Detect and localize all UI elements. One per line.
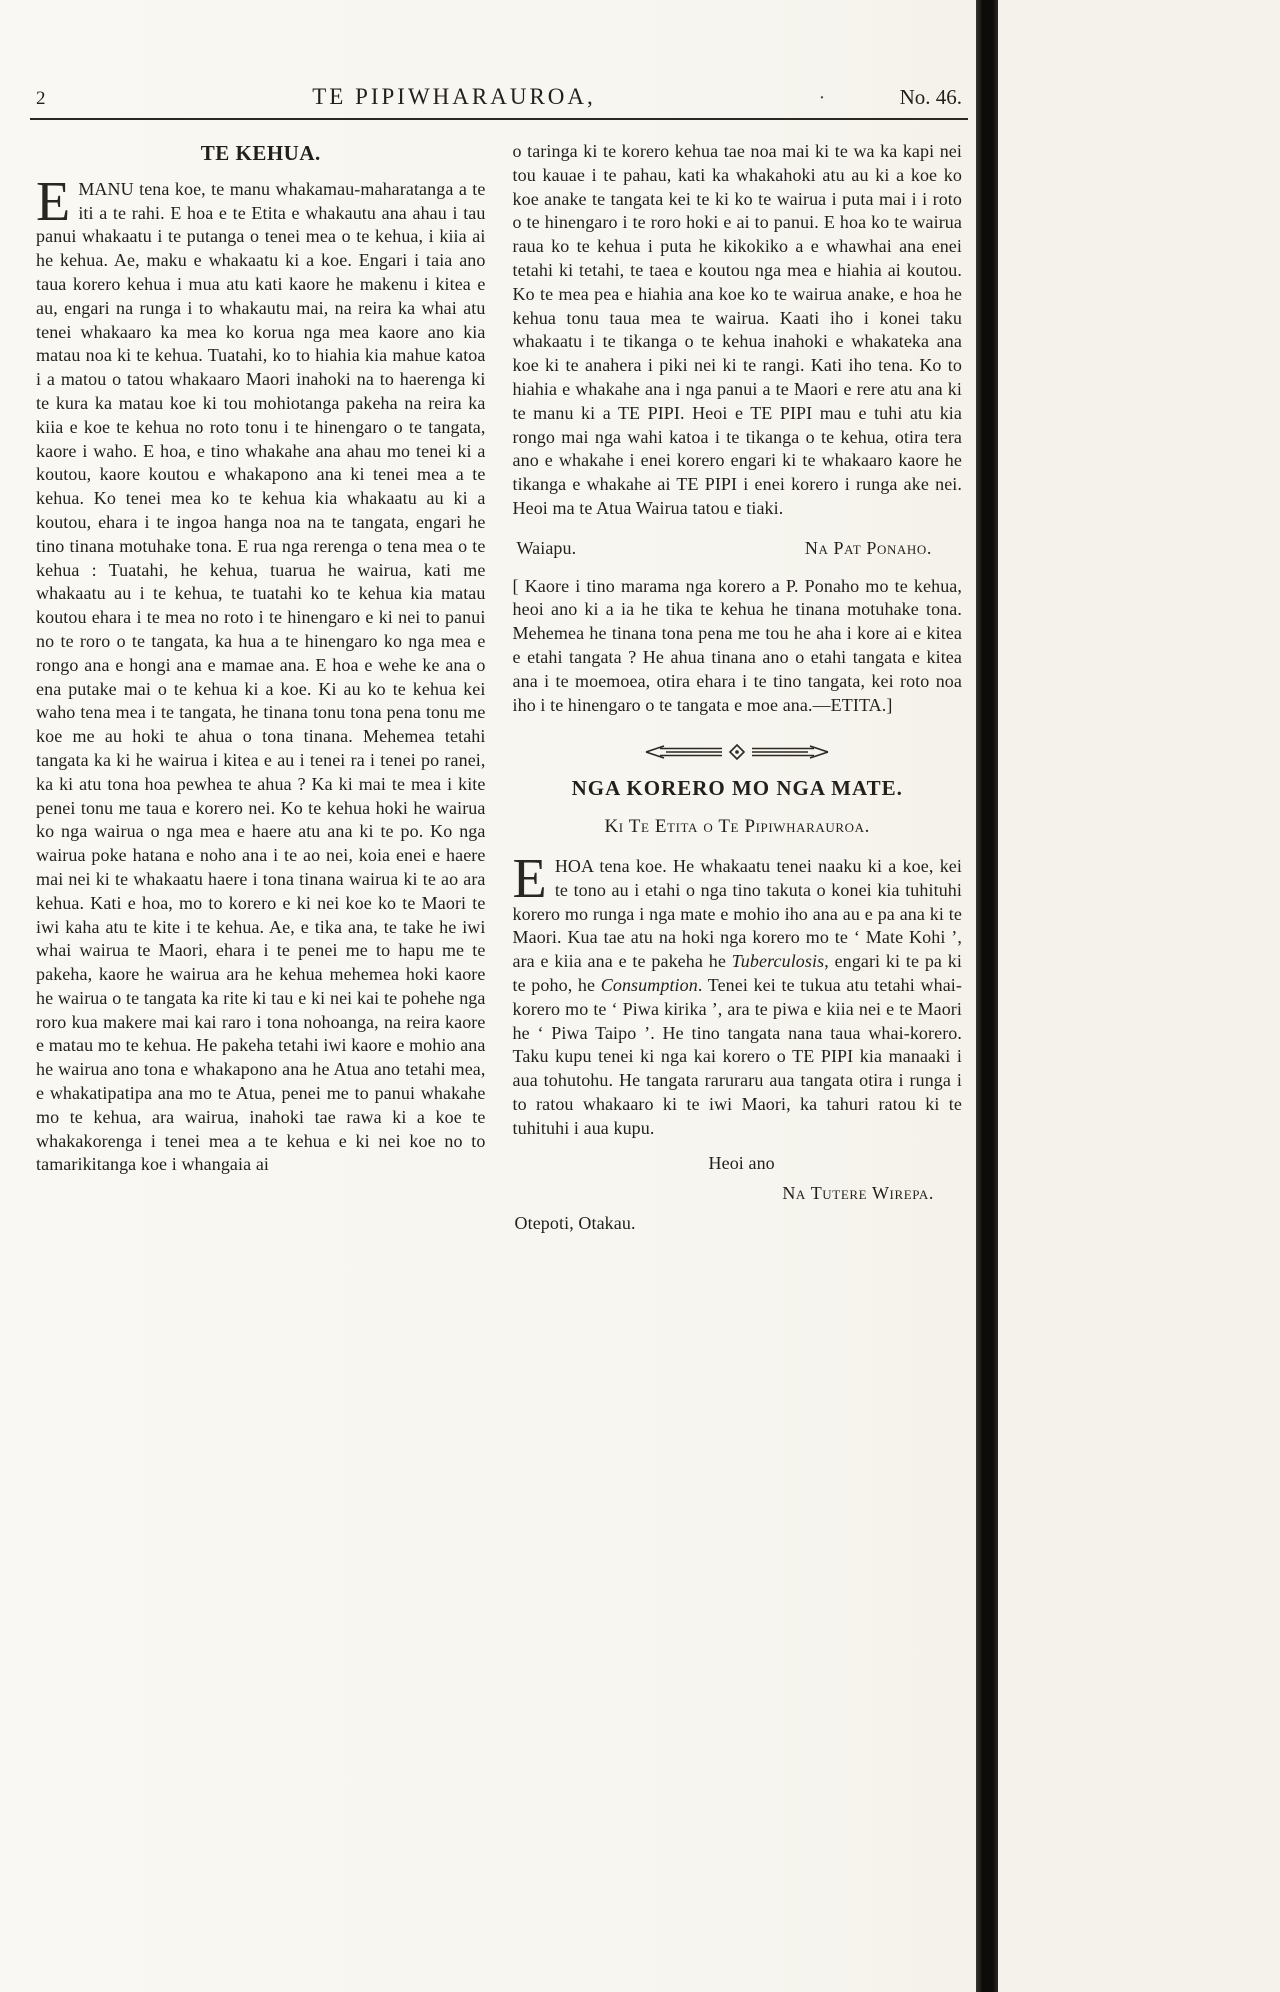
divider-ornament-icon <box>642 743 832 761</box>
masthead-title: TE PIPIWHARAUROA, <box>312 84 596 109</box>
signature-author: Na Pat Ponaho. <box>804 537 932 558</box>
scan-right-margin <box>998 0 1280 1992</box>
scan-edge-bar <box>976 0 998 1992</box>
article-mate-salutation: Ki Te Etita o Te Pipiwharauroa. <box>604 816 870 838</box>
article-mate-italic-tuberculosis: Tuberculosis <box>731 951 825 972</box>
article-title-kehua: TE KEHUA. <box>200 141 321 165</box>
dropcap-e: E <box>36 170 71 233</box>
section-divider <box>513 743 963 761</box>
article-kehua-body-right: o taringa ki te korero kehua tae noa mai ki te wa ka kapi nei tou kauae i te pahau, kati ka whakahoki atu au ki a koe ko koe anake te tangata kei te ki ko te wairua i puta mai i i roto o te hinengaro i te roro hoki e ai to panui. E hoa ko te wairua raua ko te kehua i puta he kikokiko a e whawhai ana enei tetahi ki tetahi, te taea e koutou nga mea e hiahia ai koutou. Ko te mea pea e hiahia ana koe ko te wairua anake, e hoa he kehua tonu taua mea te wairua. Kaati iho i konei taku whakaatu i te tikanga o te kehua inahoki e whakateka ana koe ki te anahera i piki nei ki te rangi. Kati iho tena. Ko to hiahia e whakahe ana i nga panui a te Maori e rere atu ana ki te manu ki a TE PIPI. Heoi e TE PIPI mau e tuhi atu kia rongo mai nga wahi katoa i te tikanga o te kehua, otira tera ano e whakahe i enei korero engari ki te whakaaro kaore he tikanga e whakahe ai TE PIPI i enei korero i runga ake nei. Heoi ma te Atua Wairua tatou e tiaki. <box>512 141 962 518</box>
closing-heoi-ano: Heoi ano <box>708 1153 775 1174</box>
article-mate-seg5: . Tenei kei te tukua atu tetahi whai-korero mo te ‘ Piwa kirika ’, ara te piwa e kiia nei e te Maori he ‘ Piwa Taipo ’. He tino tangata nana taua whai-korero. Taku kupu tenei ki nga kai korero o TE PIPI kia manaaki i aua tohutohu. He tangata raruraru aua tangata otira i runga i to ratou whakaaro ki te iwi Maori, ka tahuri ratou ki te tuhituhi i aua kupu. <box>512 974 962 1138</box>
closing-signature: Na Tutere Wirepa. <box>782 1183 934 1204</box>
page-number: 2 <box>36 88 46 109</box>
page-header <box>28 84 970 112</box>
closing-place: Otepoti, Otakau. <box>514 1213 636 1234</box>
editor-note: [ Kaore i tino marama nga korero a P. Ponaho mo te kehua, heoi ano ki a ia he tika te kehua he tinana motuhake tona. Mehemea he tinana tona pena me tou he aha i kore ai e kitea e etahi tangata ? He ahua tinana ano o etahi tangata e kitea ana i te moemoea, otira ehara i te tino tangata, kei roto noa iho i te hinengaro o te tangata e moe ana.—ETITA.] <box>512 575 962 715</box>
article-kehua-body-left <box>36 170 486 1177</box>
header-dot: · <box>818 87 826 109</box>
page-content <box>28 84 970 1236</box>
article-mate-body <box>512 847 963 1141</box>
right-column <box>513 140 963 1236</box>
header-rule <box>30 118 968 120</box>
left-column <box>36 140 486 1236</box>
issue-number: No. 46. <box>899 85 962 109</box>
columns <box>28 140 970 1236</box>
article-mate-seg3: , engari ki te pa ki te poho, he <box>512 951 962 995</box>
signature-place: Waiapu. <box>516 537 577 558</box>
article-mate-seg1: HOA tena koe. He whakaatu tenei naaku ki a koe, kei te tono au i etahi o nga tino takuta o konei kia tuhituhi korero mo runga i nga mate e mohio iho ana au e pa ana ki te Maori. Kua tae atu na hoki nga korero mo te ‘ Mate Kohi ’, ara e kiia ana e te pakeha he <box>512 855 962 972</box>
article-title-mate: NGA KORERO MO NGA MATE. <box>571 776 903 801</box>
article-mate-italic-consumption: Consumption <box>600 974 698 995</box>
dropcap-e-2: E <box>512 847 547 910</box>
article-kehua-text-left: MANU tena koe, te manu whakamau-maharatanga a te iti a te rahi. E hoa e te Etita e whakautu ana ahau i tau panui whakaatu i te putanga o tenei mea o te kehua, i kiia ai he kehua. Ae, maku e whakaatu ki a koe. Engari i taia ano taua korero kehua i mua atu kati kaore he makenu i kitea e au, engari na runga i to whakautu mai, na reira ka whai atu tenei whakaaro ka mea ko korua nga mea kaore ano kia matau noa ki te kehua. Tuatahi, ko to hiahia kia mahue katoa i a matou o tatou whakaaro Maori inahoki na to haerenga ki te kura ka matau koe ki tou mohiotanga pakeha na reira ka kiia e koe te kehua no roto tonu i te hinengaro o te tangata, kaore i waho. E hoa, e tino whakahe ana ahau mo tenei ki a koutou, kaore koutou e whakapono ana ki tenei mea a te kehua. Ko tenei mea ko te kehua kia whakaatu au ki a koutou, ehara i te ingoa hanga noa na te tangata, engari he tino tinana motuhake tona. E rua nga rerenga o tena mea o te kehua : Tuatahi, he kehua, tuarua he wairua, kati me whakaatu au i te kehua, te tuatahi ko te kehua kia matau koutou ehara i te mea no roto i te hinengaro e ki nei to panui no te roro o te tangata, ka hua a te hinengaro ko nga mea e rongo ana e hongi ana e mamae ana. E hoa e wehe ke ana o ena putake mai o te kehua ki a koe. Ki au ko te kehua kei waho tena mea i te tangata, he tinana tonu tona pena tonu me koe me au hoki te ahua o tona tinana. Mehemea tetahi tangata ka ki he wairua i kitea e au i tenei ra i tenei po ranei, ka ki atu tona hoa pewhea te ahua ? Ka ki mai te mea i kite penei tonu me taua e korero nei. Ko te kehua hoki he wairua ko nga wairua o nga mea e haere atu ana ki te po. Ko nga wairua poke hatana e noho ana i te ao nei, koia enei e haere mai nei ki te whakaatu haere i tona tinana wairua ki te ao ara kehua. Kati e hoa, mo to korero e ki nei koe ko te Maori te iwi kaha atu te kite i te kehua. Ae, e tika ana, te take he iwi whai wairua te Maori, ehara i te penei me to hapu me te pakeha, kaore he wairua ara he kehua mehemea hoki kaore he wairua o te tangata ka rite ki tau e ki nei kai te pohehe nga roro kua makere mai kai raro i tona nohoanga, na reira kaore e matau mo te kehua. He pakeha tetahi iwi kaore e mohio ana he wairua ano tona e whakapono ana he Atua ano tetahi mea, e whakatipatipa ana mo te Atua, penei me to panui whakahe mo te kehua, ara wairua, inahoki tae rawa ki a koe te whakakorenga i tenei mea a te kehua e ki nei koe no to tamarikitanga koe i whangaia ai <box>36 178 486 1175</box>
signature-row-kehua <box>513 537 963 561</box>
